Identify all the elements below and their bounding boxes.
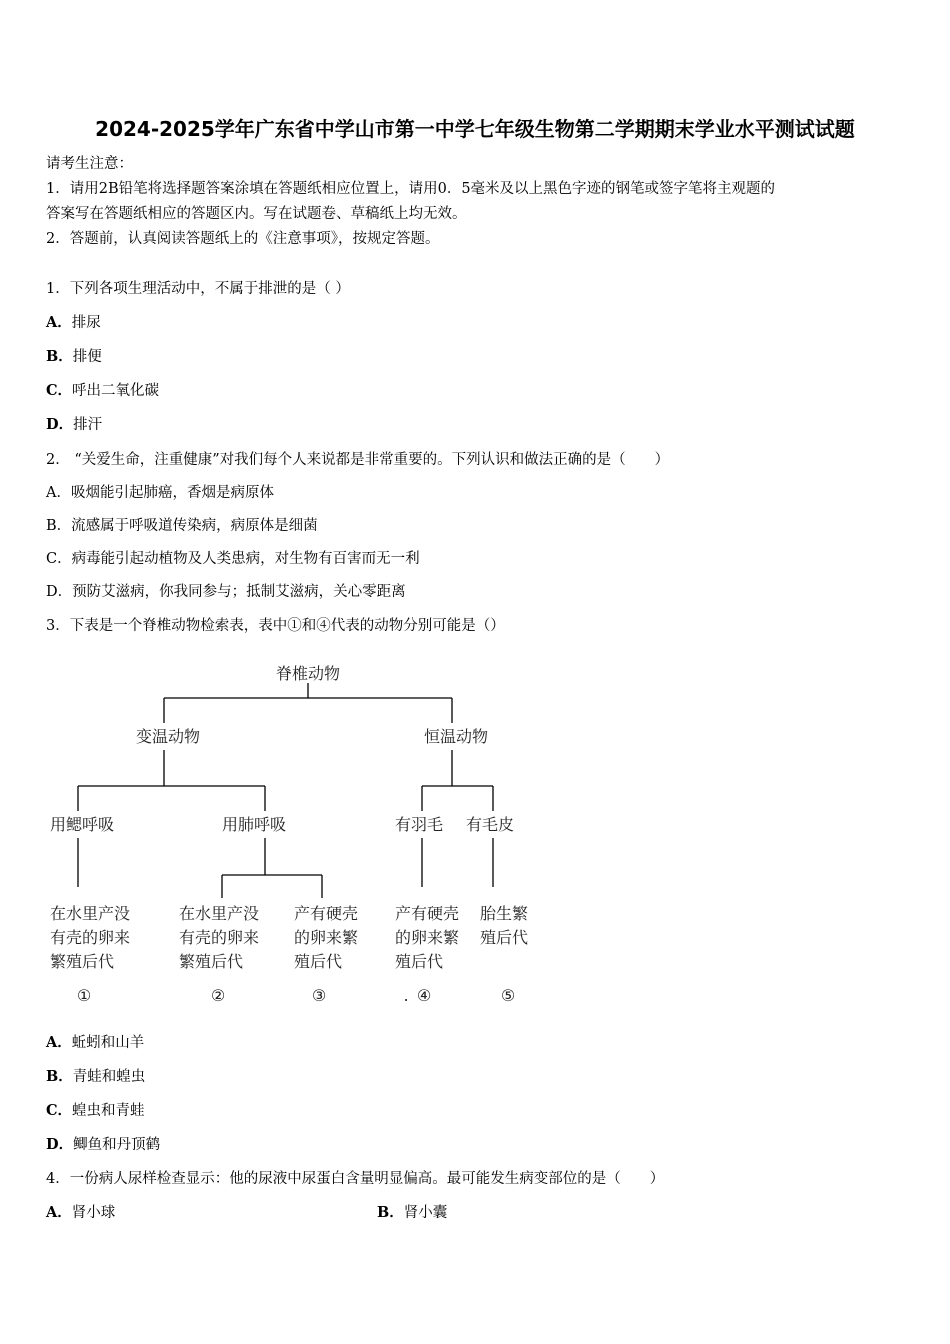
q1-option-b[interactable]: [46, 345, 102, 366]
option-label: D．: [46, 416, 74, 433]
leaf-4-line-1: 产有硬壳: [395, 904, 460, 923]
q1-option-c[interactable]: [46, 379, 159, 400]
option-text: 蝗虫和青蛙: [72, 1103, 145, 1119]
q2-stem: 2． “关爱生命，注重健康”对我们每个人来说都是非常重要的。下列认识和做法正确的是（ ）: [46, 452, 670, 468]
option-text: 排汗: [73, 417, 103, 433]
mark-5: ⑤: [500, 986, 516, 1005]
option-label: D．: [46, 1136, 74, 1153]
option-text: 青蛙和蝗虫: [72, 1069, 146, 1085]
option-label: C．: [46, 1102, 73, 1119]
vertebrate-key-diagram: [40, 655, 560, 1015]
mark-dot: .: [403, 986, 409, 1005]
q4-option-a[interactable]: [46, 1201, 115, 1222]
leaf-4-line-2: 的卵来繁: [395, 928, 460, 947]
node-warm-blooded: 恒温动物: [423, 727, 489, 746]
option-label: B．: [46, 348, 73, 365]
q4-stem: 4．一份病人尿样检查显示：他的尿液中尿蛋白含量明显偏高。最可能发生病变部位的是（ ）: [46, 1171, 665, 1187]
leaf-5-line-2: 殖后代: [480, 928, 529, 947]
option-text: 肾小球: [71, 1205, 116, 1221]
option-text: 排便: [72, 349, 102, 365]
option-text: 蚯蚓和山羊: [71, 1035, 145, 1051]
q3-option-a[interactable]: [46, 1031, 144, 1052]
leaf-1-line-2: 有壳的卵来: [50, 928, 131, 947]
leaf-2-line-2: 有壳的卵来: [179, 928, 260, 947]
mark-1: ①: [76, 986, 92, 1005]
node-cold-blooded: 变温动物: [135, 727, 201, 746]
leaf-2-line-1: 在水里产没: [179, 904, 260, 923]
option-label: B．: [377, 1204, 404, 1221]
notice-line-2: 答案写在答题纸相应的答题区内。写在试题卷、草稿纸上均无效。: [46, 206, 467, 222]
q3-option-b[interactable]: [46, 1065, 145, 1086]
option-label: C．: [46, 382, 73, 399]
q1-option-a[interactable]: [46, 311, 101, 332]
q1-option-d[interactable]: [46, 413, 102, 434]
q3-stem: 3．下表是一个脊椎动物检索表，表中①和④代表的动物分别可能是（）: [46, 618, 505, 634]
leaf-2-line-3: 繁殖后代: [179, 952, 244, 971]
q2-option-c[interactable]: C．病毒能引起动植物及人类患病，对生物有百害而无一利: [46, 551, 420, 567]
q1-stem: 1．下列各项生理活动中，不属于排泄的是（ ）: [46, 281, 350, 297]
option-label: B．: [46, 1068, 73, 1085]
q2-option-a[interactable]: A．吸烟能引起肺癌，香烟是病原体: [46, 485, 274, 501]
node-feather: 有羽毛: [395, 815, 444, 834]
leaf-1-line-1: 在水里产没: [50, 904, 131, 923]
leaf-3-line-2: 的卵来繁: [294, 928, 359, 947]
mark-2: ②: [210, 986, 226, 1005]
q2-option-b[interactable]: B．流感属于呼吸道传染病，病原体是细菌: [46, 518, 318, 534]
q3-option-d[interactable]: [46, 1133, 160, 1154]
leaf-3-line-3: 殖后代: [294, 952, 343, 971]
leaf-5-line-1: 胎生繁: [480, 904, 529, 923]
option-text: 鲫鱼和丹顶鹤: [73, 1137, 161, 1153]
option-text: 排尿: [71, 315, 101, 331]
q3-option-c[interactable]: [46, 1099, 145, 1120]
q2-option-d[interactable]: D．预防艾滋病，你我同参与；抵制艾滋病，关心零距离: [46, 584, 406, 600]
notice-heading: 请考生注意：: [46, 156, 133, 172]
q4-option-b[interactable]: [377, 1201, 447, 1222]
node-fur: 有毛皮: [466, 815, 515, 834]
option-label: A．: [46, 1204, 72, 1221]
notice-line-3: 2．答题前，认真阅读答题纸上的《注意事项》，按规定答题。: [46, 231, 440, 247]
node-gill: 用鳃呼吸: [50, 815, 115, 834]
mark-4: ④: [416, 986, 432, 1005]
node-lung: 用肺呼吸: [222, 815, 287, 834]
option-label: A．: [46, 1034, 72, 1051]
option-text: 肾小囊: [403, 1205, 448, 1221]
node-root: 脊椎动物: [275, 664, 341, 683]
mark-3: ③: [311, 986, 327, 1005]
option-label: A．: [46, 314, 72, 331]
leaf-3-line-1: 产有硬壳: [294, 904, 359, 923]
leaf-1-line-3: 繁殖后代: [50, 952, 115, 971]
notice-line-1: 1．请用2B铅笔将选择题答案涂填在答题纸相应位置上，请用0．5毫米及以上黑色字迹的钢笔或签字笔将主观题的: [46, 181, 776, 197]
leaf-4-line-3: 殖后代: [395, 952, 444, 971]
page-title: 2024-2025学年广东省中学山市第一中学七年级生物第二学期期末学业水平测试试题: [95, 117, 855, 141]
option-text: 呼出二氧化碳: [72, 383, 160, 399]
